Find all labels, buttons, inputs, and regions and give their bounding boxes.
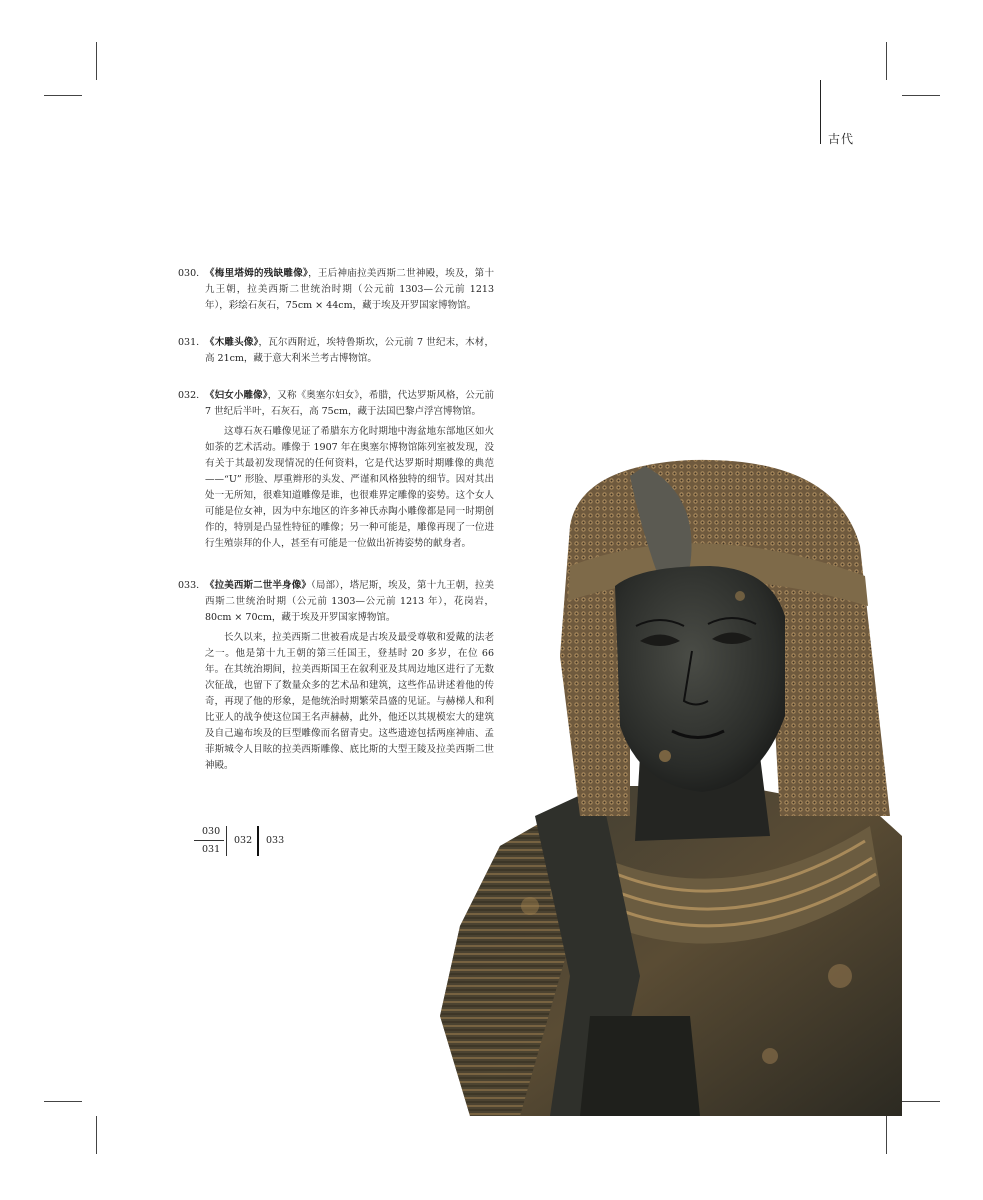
caption-number: 033.: [178, 580, 200, 591]
section-rule: [820, 80, 821, 144]
page-number-top: 030: [202, 826, 221, 837]
crop-mark: [886, 42, 887, 80]
caption-text: ，王后神庙拉美西斯二世神殿，埃及，第十九王朝，拉美西斯二世统治时期（公元前 1303—公元前 1213 年），彩绘石灰石，75cm × 44cm，藏于埃及开罗国家博物馆。: [205, 268, 494, 311]
crop-mark: [902, 1101, 940, 1102]
caption-031: [178, 335, 494, 367]
caption-text: （局部），塔尼斯，埃及，第十九王朝，拉美西斯二世统治时期（公元前 1303—公元前 1213 年），花岗岩，80cm × 70cm，藏于埃及开罗国家博物馆。: [205, 580, 494, 623]
caption-030: [178, 266, 494, 314]
caption-paragraph: 这尊石灰石雕像见证了希腊东方化时期地中海盆地东部地区如火如荼的艺术活动。雕像于 1907 年在奥塞尔博物馆陈列室被发现，没有关于其最初发现情况的任何资料，它是代达罗斯时期雕像的典范——“U” 形脸、厚重辫形的头发、严谨和风格独特的细节。因对其出处一无所知，很难知道雕像是谁，也很难界定雕像的姿势。这个女人可能是位女神，因为中东地区的许多神氏赤陶小雕像都是同一时期创作的，特别是凸显性特征的雕像；另一种可能是，雕像再现了一位进行生殖崇拜的仆人，甚至有可能是一位做出祈祷姿势的献身者。: [205, 426, 494, 549]
caption-title: 《妇女小雕像》: [205, 390, 268, 401]
crop-mark: [44, 95, 82, 96]
crop-mark: [44, 1101, 82, 1102]
page-number-bottom: 031: [202, 844, 221, 855]
crop-mark: [902, 95, 940, 96]
caption-title: 《木雕头像》: [205, 337, 259, 348]
caption-number: 032.: [178, 390, 200, 401]
page-number-right: 033: [266, 835, 285, 846]
page-number-middle: 032: [234, 835, 253, 846]
crop-mark: [96, 42, 97, 80]
caption-number: 031.: [178, 337, 200, 348]
statue-image: [440, 456, 902, 1116]
caption-text: ，瓦尔西附近，埃特鲁斯坎，公元前 7 世纪末，木材，高 21cm，藏于意大利米兰考古博物馆。: [205, 337, 494, 364]
caption-title: 《梅里塔姆的残缺雕像》: [205, 268, 309, 279]
caption-title: 《拉美西斯二世半身像》: [205, 580, 311, 591]
caption-text: ，又称《奥塞尔妇女》，希腊，代达罗斯风格，公元前 7 世纪后半叶，石灰石，高 75cm，藏于法国巴黎卢浮宫博物馆。: [205, 390, 494, 417]
section-label: 古代: [828, 132, 855, 146]
caption-number: 030.: [178, 268, 200, 279]
page-number-divider: [257, 826, 259, 856]
caption-paragraph: 长久以来，拉美西斯二世被看成是古埃及最受尊敬和爱戴的法老之一。他是第十九王朝的第三任国王，登基时 20 多岁，在位 66 年。在其统治期间，拉美西斯国王在叙利亚及其周边地区进行了无数次征战，也留下了数量众多的艺术品和建筑，这些作品讲述着他的传奇，再现了他的形象，是他统治时期繁荣昌盛的见证。与赫梯人和利比亚人的战争使这位国王名声赫赫，此外，他还以其规模宏大的建筑及自己遍布埃及的巨型雕像而名留青史。这些遗迹包括两座神庙、孟菲斯城令人目眩的拉美西斯雕像、底比斯的大型王陵及拉美西斯二世神殿。: [205, 632, 494, 771]
page-number-divider: [194, 840, 224, 841]
page-number-divider: [226, 826, 227, 856]
crop-mark: [886, 1116, 887, 1154]
crop-mark: [96, 1116, 97, 1154]
